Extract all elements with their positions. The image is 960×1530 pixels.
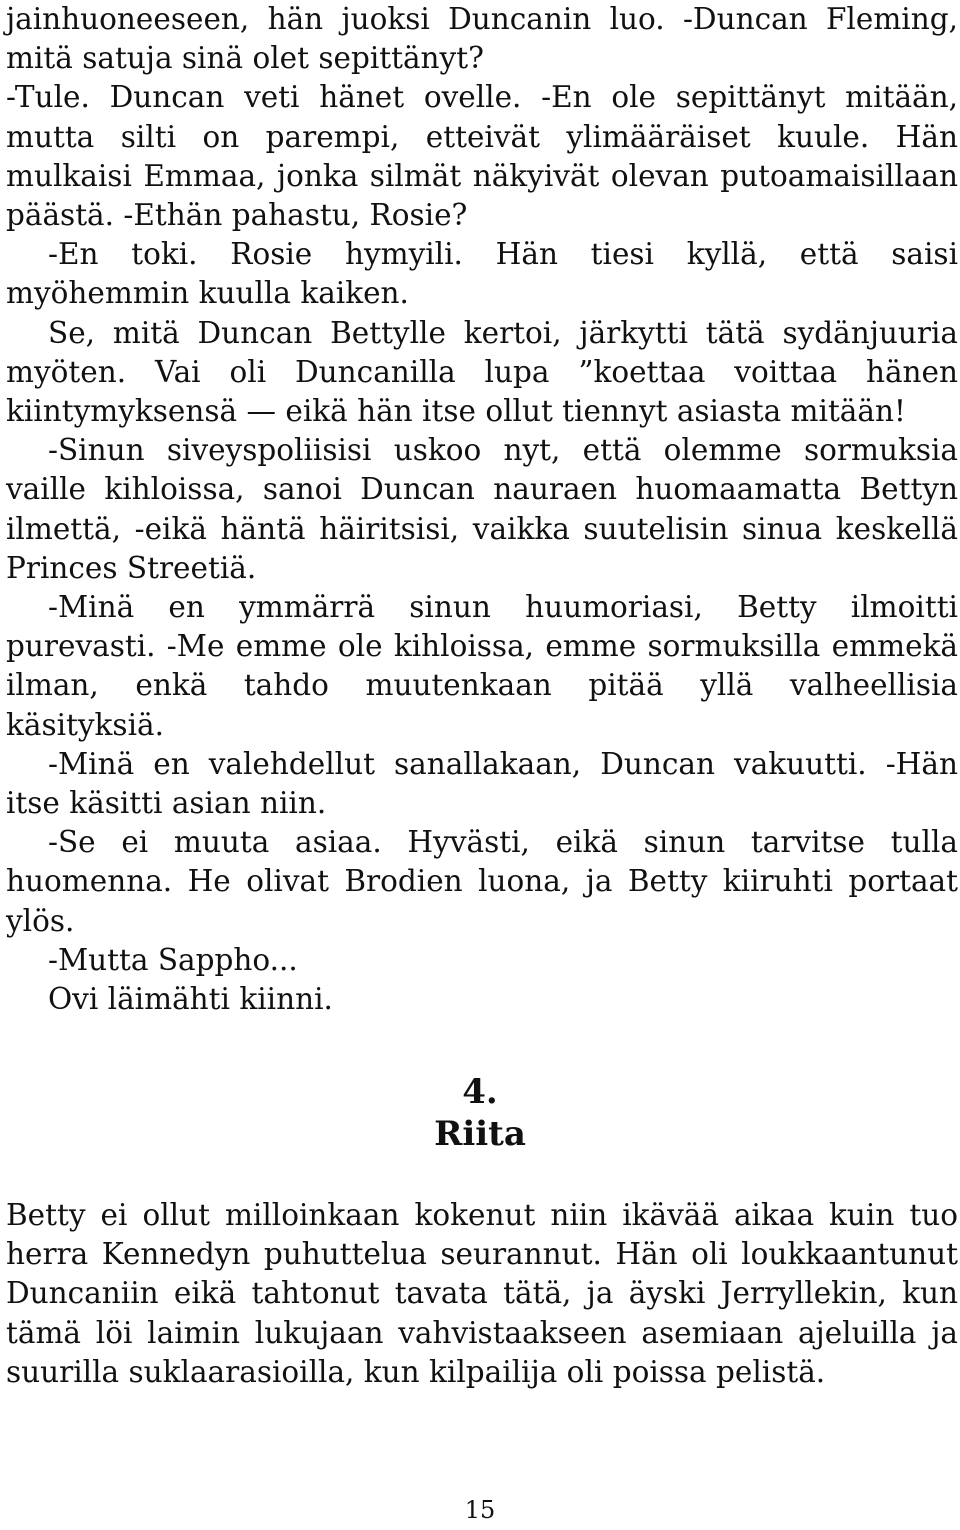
document-page: [6, 0, 958, 1019]
paragraph-siveyspoliisi: -Sinun siveyspoliisisi uskoo nyt, että olemme sormuksia vaille kihloissa, sanoi Duncan nauraen huomaamatta Bettyn ilmettä, -eikä häntä häiritsisi, vaikka suutelisin sinua keskellä Princes Streetiä.: [6, 433, 958, 585]
paragraph-huumori: -Minä en ymmärrä sinun huumoriasi, Betty ilmoitti purevasti. -Me emme ole kihloissa, emme sormuksilla emmekä ilman, enkä tahdo muutenkaan pitää yllä valheellisia käsityksiä.: [6, 590, 958, 742]
page-number: 15: [464, 1496, 496, 1524]
paragraph-mutta-sappho: -Mutta Sappho...: [48, 942, 298, 977]
paragraph-hyvasti: -Se ei muuta asiaa. Hyvästi, eikä sinun tarvitse tulla huomenna. He olivat Brodien luona, ja Betty kiiruhti portaat ylös.: [6, 825, 958, 938]
paragraph-tule: -Tule. Duncan veti hänet ovelle. -En ole sepittänyt mitään, mutta silti on parempi, etteivät ylimääräiset kuule. Hän mulkaisi Emmaa, jonka silmät näkyivät olevan putoamaisillaan päästä. -Ethän pahastu, Rosie?: [6, 80, 958, 233]
paragraph-valehdellut: -Minä en valehdellut sanallakaan, Duncan vakuutti. -Hän itse käsitti asian niin.: [6, 746, 958, 821]
chapter-number: 4.: [462, 1072, 498, 1112]
paragraph-en-toki: -En toki. Rosie hymyili. Hän tiesi kyllä, että saisi myöhemmin kuulla kaiken.: [6, 237, 958, 311]
paragraph-ovi: Ovi läimähti kiinni.: [48, 982, 333, 1017]
chapter-title: Riita: [434, 1114, 526, 1154]
chapter-heading: [0, 1070, 960, 1154]
chapter-opening-paragraph: Betty ei ollut milloinkaan kokenut niin ikävää aikaa kuin tuo herra Kennedyn puhuttelua seurannut. Hän oli loukkaantunut Duncaniin eikä tahtonut tavata tätä, ja äyski Jerryllekin, kun tämä löi laimin lukujaan vahvistaakseen asemiaan ajeluilla ja suurilla suklaarasioilla, kun kilpailija oli poissa pelistä.: [6, 1198, 958, 1389]
chapter-body: [6, 1196, 958, 1392]
paragraph-continuation: jainhuoneeseen, hän juoksi Duncanin luo. -Duncan Fleming, mitä satuja sinä olet sepittänyt?: [6, 2, 958, 76]
paragraph-se-mita: Se, mitä Duncan Bettylle kertoi, järkytti tätä sydänjuuria myöten. Vai oli Duncanilla lupa ”koettaa voittaa hänen kiintymyksensä — eikä hän itse ollut tiennyt asiasta mitään!: [6, 315, 958, 429]
